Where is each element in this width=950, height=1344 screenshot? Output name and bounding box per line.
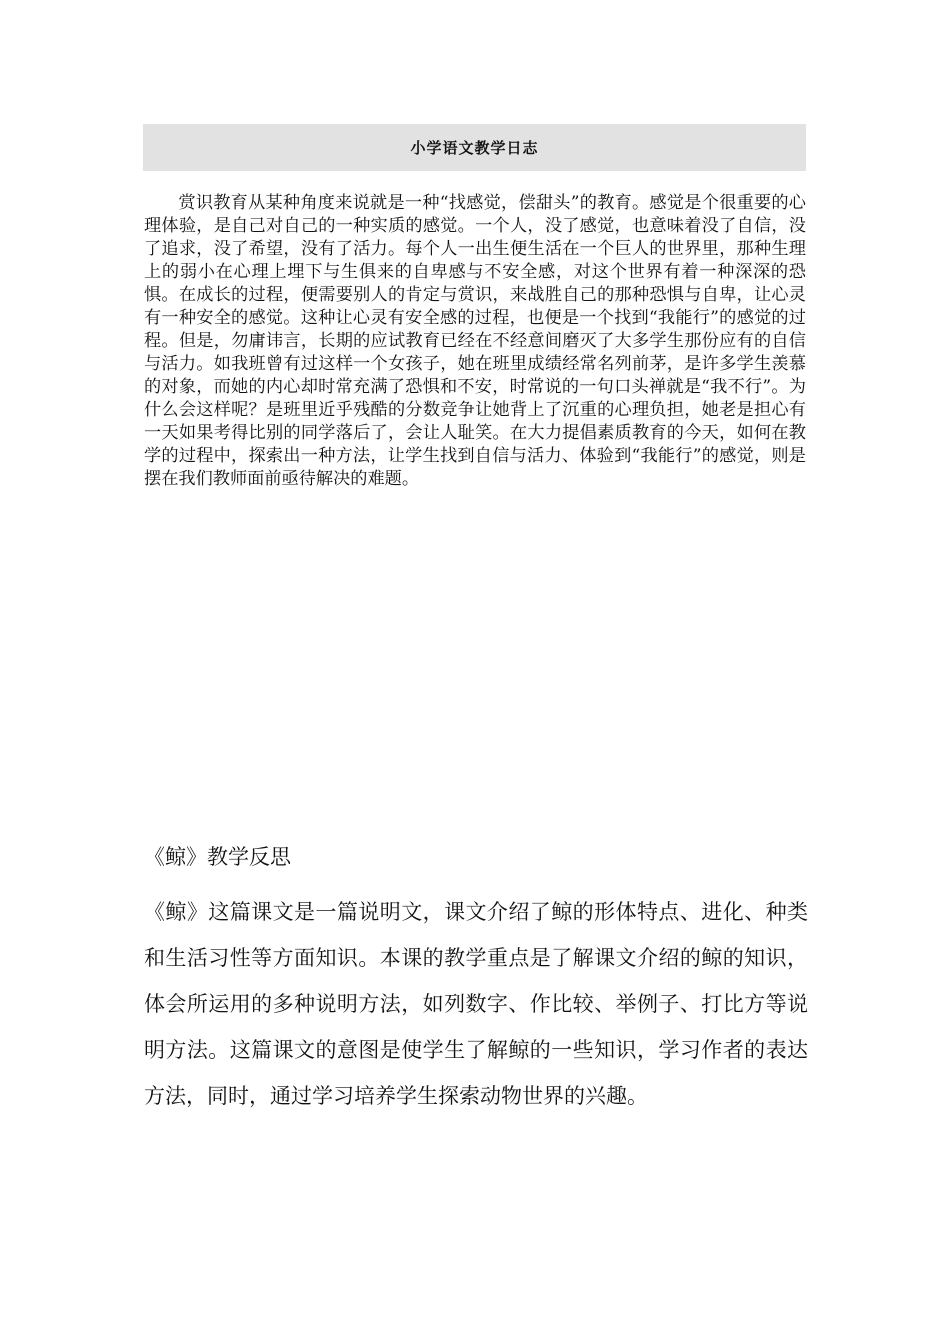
section-body: 《鲸》这篇课文是一篇说明文，课文介绍了鲸的形体特点、进化、种类和生活习性等方面知识。本课的教学重点是了解课文介绍的鲸的知识，体会所运用的多种说明方法，如列数字、作比较、举例子、打比方等说明方法。这篇课文的意图是使学生了解鲸的一些知识，学习作者的表达方法，同时，通过学习培养学生探索动物世界的兴趣。 — [144, 900, 808, 1108]
essay-paragraph: 赏识教育从某种角度来说就是一种“找感觉，偿甜头”的教育。感觉是个很重要的心理体验，是自己对自己的一种实质的感觉。一个人，没了感觉，也意味着没了自信，没了追求，没了希望，没有了活力。每个人一出生便生活在一个巨人的世界里，那种生理上的弱小在心理上埋下与生俱来的自卑感与不安全感，对这个世界有着一种深深的恐惧。在成长的过程，便需要别人的肯定与赏识，来战胜自己的那种恐惧与自卑，让心灵有一种安全的感觉。这种让心灵有安全感的过程，也便是一个找到“我能行”的感觉的过程。但是，勿庸讳言，长期的应试教育已经在不经意间磨灭了大多学生那份应有的自信与活力。如我班曾有过这样一个女孩子，她在班里成绩经常名列前茅，是许多学生羡慕的对象，而她的内心却时常充满了恐惧和不安，时常说的一句口头禅就是“我不行”。为什么会这样呢？是班里近乎残酷的分数竞争让她背上了沉重的心理负担，她老是担心有一天如果考得比别的同学落后了，会让人耻笑。在大力提倡素质教育的今天，如何在教学的过程中，探索出一种方法，让学生找到自信与活力、体验到“我能行”的感觉，则是摆在我们教师面前亟待解决的难题。 — [144, 193, 806, 489]
section-heading: 《鲸》教学反思 — [144, 845, 291, 869]
document-title: 小学语文教学日志 — [410, 139, 539, 157]
document-title-bar — [143, 124, 806, 171]
